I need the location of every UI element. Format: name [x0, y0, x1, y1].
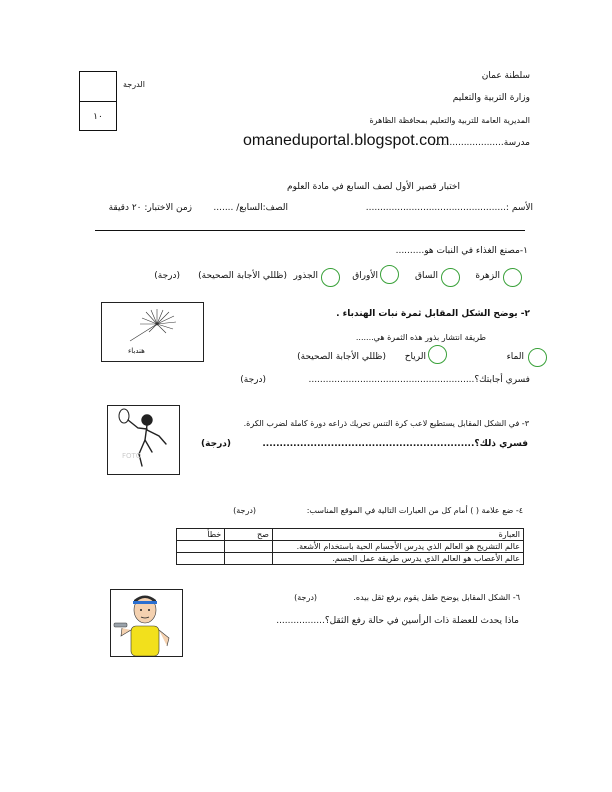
q6-answer-prompt[interactable]: ماذا يحدث للعضلة ذات الرأسين في حالة رفع الثقل؟.................	[276, 616, 519, 626]
q1-option-3: الأوراق	[352, 271, 378, 281]
grade-label: الدرجة	[123, 80, 145, 89]
q2-mark: (درجة)	[240, 375, 266, 385]
dandelion-image	[101, 302, 204, 362]
q4-row-2-false-cell[interactable]	[177, 553, 225, 565]
boy-shirt	[131, 626, 159, 656]
q4-row-1-true-cell[interactable]	[225, 541, 273, 553]
q4-row-1-statement: عالم التشريح هو العالم الذي يدرس الأجسام الحية باستخدام الأشعة.	[272, 541, 523, 553]
svg-text:FOTO: FOTO	[122, 452, 142, 460]
q4-row-2-true-cell[interactable]	[225, 553, 273, 565]
name-field[interactable]: الأسم :.................................................	[365, 203, 533, 213]
q2-option-radio-2[interactable]	[428, 345, 447, 364]
q2-explain[interactable]: فسري أجابتك؟..........................................................	[308, 375, 530, 385]
class-field[interactable]: الصف:السابع/ .......	[213, 203, 288, 213]
q2-instruction: (ظللي الأجابة الصحيحة)	[297, 352, 386, 362]
q1-option-4: الجذور	[293, 271, 318, 281]
q1-option-2: الساق	[415, 271, 438, 281]
header-directorate: المديرية العامة للتربية والتعليم بمحافظة الظاهرة	[369, 116, 530, 125]
q6-mark: (درجة)	[294, 593, 317, 602]
header-country: سلطنة عمان	[481, 71, 530, 81]
q3-mark: (درجة)	[201, 439, 231, 449]
q4-col-false: خطأ	[177, 529, 225, 541]
q4-mark: (درجة)	[233, 506, 256, 515]
q1-instruction: (ظللي الأجابة الصحيحة)	[198, 271, 287, 281]
grade-box	[79, 71, 117, 131]
q1-mark: (درجة)	[154, 271, 180, 281]
exam-time: زمن الاختبار: ٢٠ دقيقة	[108, 203, 192, 213]
q1-option-radio-1[interactable]	[503, 268, 522, 287]
dandelion-caption: هندباء	[128, 347, 145, 355]
header-ministry: وزارة التربية والتعليم	[452, 93, 530, 103]
exam-title: اختبار قصير الأول لصف السابع في مادة العلوم	[287, 182, 460, 192]
q3-question: ٣- في الشكل المقابل يستطيع لاعب كرة التنس تحريك ذراعه دورة كاملة لضرب الكرة.	[243, 419, 529, 428]
q1-question: ١-مصنع الغذاء في النبات هو..........	[395, 246, 528, 256]
q4-row-1-false-cell[interactable]	[177, 541, 225, 553]
q4-col-true: صح	[225, 529, 273, 541]
q4-col-statement: العبارة	[272, 529, 523, 541]
q1-option-1: الزهرة	[475, 271, 500, 281]
q4-question: ٤- ضع علامة ( ) أمام كل من العبارات التالية في الموقع المناسب:	[306, 506, 523, 515]
grade-total: ١٠	[93, 112, 103, 122]
header-divider	[95, 230, 525, 231]
q2-question: طريقة انتشار بذور هذه الثمرة هي.......	[355, 333, 486, 342]
header-school: مدرسة.........................	[432, 138, 530, 148]
q3-explain[interactable]: فسري ذلك؟..............................................................	[262, 439, 528, 449]
tennis-player-image	[107, 405, 180, 475]
q1-option-radio-3[interactable]	[380, 265, 399, 284]
boy-weight-image	[110, 589, 183, 657]
watermark: omaneduportal.blogspot.com	[243, 132, 450, 149]
q2-option-1: الماء	[506, 352, 524, 362]
q4-table	[176, 528, 524, 565]
q2-title: ٢- يوضح الشكل المقابل ثمرة نبات الهندباء .	[336, 309, 530, 319]
q2-option-2: الرياح	[404, 352, 426, 362]
q1-option-radio-2[interactable]	[441, 268, 460, 287]
q2-option-radio-1[interactable]	[528, 348, 547, 367]
q6-question: ٦- الشكل المقابل يوضح طفل يقوم برفع ثقل بيده.	[353, 593, 520, 602]
q1-option-radio-4[interactable]	[321, 268, 340, 287]
q4-row-2-statement: عالم الأعصاب هو العالم الذي يدرس طريقة عمل الجسم.	[272, 553, 523, 565]
